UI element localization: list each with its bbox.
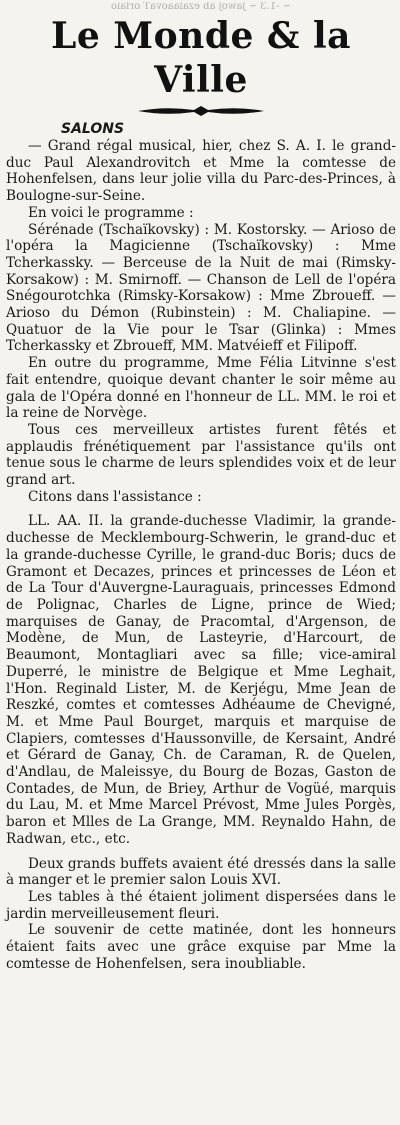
section-heading: SALONS (61, 121, 125, 137)
paragraph: En outre du programme, Mme Félia Litvinne s'est fait entendre, quoique devant chanter le soir même au gala de l'Opéra donné en l'honneur de LL. MM. le roi et la reine de Norvège. (6, 355, 396, 422)
paragraph: Les tables à thé étaient joliment dispersées dans le jardin merveilleusement fleuri. (6, 888, 396, 922)
paragraph: Le souvenir de cette matinée, dont les honneurs étaient faits avec une grâce exquise par Mme la comtesse de Hohenfelsen, sera inoubliable. (6, 922, 396, 972)
paragraph: En voici le programme : (28, 204, 194, 221)
column-title: Le Monde & la Ville (51, 15, 351, 101)
article-body (6, 138, 396, 972)
paragraph: LL. AA. II. la grande-duchesse Vladimir, la grande-duchesse de Mecklembourg-Schwerin, le grand-duc et la grande-duchesse Cyrille, le grand-duc Boris; ducs de Gramont et Decazes, princes et princesses de Léon et de La Tour d'Auvergne-Lauraguais, princesses Edmond de Polignac, Charles de Ligne, prince de Wied; marquises de Ganay, de Pracomtal, d'Argenson, de Modène, de Mun, de Lasteyrie, d'Harcourt, de Beaumont, Montagliari avec sa fille; vice-amiral Duperré, le ministre de Belgique et Mme Leghait, l'Hon. Reginald Lister, M. de Kerjégu, Mme Jean de Reszké, comtes et comtesses Adhéaume de Chevigné, M. et Mme Paul Bourget, marquis et marquise de Clapiers, comtesses d'Haussonville, de Kersaint, André et Gérard de Ganay, Ch. de Caraman, R. de Quelen, d'Andlau, de Maleissye, du Bourg de Bozas, Gaston de Contades, de Mun, de Briey, Arthur de Vogüé, marquis du Lau, M. et Mme Marcel Prévost, Mme Jules Porgès, baron et Mlles de La Grange, MM. Reynaldo Hahn, de Radwan, etc., etc. (6, 513, 396, 847)
paragraph: Tous ces merveilleux artistes furent fêtés et applaudis frénétiquement par l'assistance qu'ils ont tenue sous le charme de leurs splendides voix et de leur grand art. (6, 421, 396, 489)
paragraph: Citons dans l'assistance : (28, 488, 202, 505)
paragraph: — Grand régal musical, hier, chez S. A. I. le grand-duc Paul Alexandrovitch et Mme la comtesse de Hohenfelsen, dans leur jolie villa du Parc-des-Princes, à Boulogne-sur-Seine. (6, 138, 396, 205)
newspaper-page (0, 2, 400, 1125)
flourish-ornament-icon (136, 104, 266, 118)
paragraph: Sérénade (Tschaïkovsky) : M. Kostorsky. — Arioso de l'opéra la Magicienne (Tschaïkovsky) : Mme Tcherkassky. — Berceuse de la Nuit de mai (Rimsky-Korsakow) : M. Smirnoff. — Chanson de Lell de l'opéra Snégourotchka (Rimsky-Korsakow) : Mme Zbroueff. — Arioso du Démon (Rubinstein) : M. Chaliapine. — Quatuor de la Vie pour le Tsar (Glinka) : Mmes Tcherkassky et Zbroueff, MM. Matvéieff et Filipoff. (6, 221, 396, 355)
paragraph: Deux grands buffets avaient été dressés dans la salle à manger et le premier salon Louis XVI. (6, 855, 396, 889)
bleed-through-text: ~ -1.3 ~ jawoj ab ezaiaaovaT orlaio (111, 2, 291, 12)
